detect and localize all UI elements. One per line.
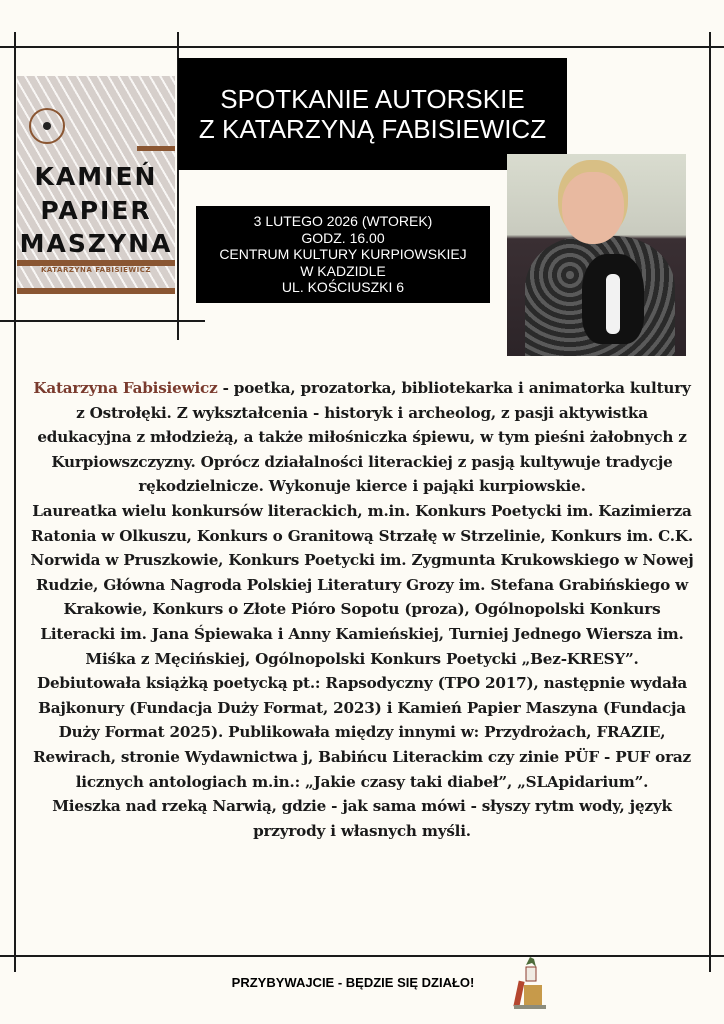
frame-line-right xyxy=(709,32,711,972)
event-venue: CENTRUM KULTURY KURPIOWSKIEJ xyxy=(219,246,467,263)
cover-title-2: PAPIER xyxy=(40,196,152,225)
event-date: 3 LUTEGO 2026 (WTOREK) xyxy=(253,213,433,230)
cover-title-3: MASZYNA xyxy=(19,229,173,258)
frame-line-inner-horizontal xyxy=(0,320,205,322)
cover-author: KATARZYNA FABISIEWICZ xyxy=(41,266,151,274)
frame-line-bottom xyxy=(0,955,724,957)
event-details xyxy=(196,206,490,303)
author-bio xyxy=(30,376,694,843)
frame-line-top xyxy=(0,46,724,48)
author-name: Katarzyna Fabisiewicz xyxy=(33,379,218,397)
cover-title-1: KAMIEŃ xyxy=(34,162,158,191)
event-address: UL. KOŚCIUSZKI 6 xyxy=(281,279,405,296)
bio-intro: - poetka, prozatorka, bibliotekarka i animatorka kultury z Ostrołęki. Z wykształcenia - historyk i archeolog, z pasji aktywistka edukacyjna z młodzieżą, a także miłośniczka śpiewu, w tym pieśni żałobnych z Kurpiowszczyzny. Oprócz działalności literackiej z pasją kultywuje tradycje rękodzielnicze. Wykonuje kierce i pająki kurpiowskie. xyxy=(37,379,691,496)
bio-paragraph-4: Mieszka nad rzeką Narwią, gdzie - jak sama mówi - słyszy rytm wody, język przyrody i własnych myśli. xyxy=(52,797,672,840)
bio-paragraph-2: Laureatka wielu konkursów literackich, m.in. Konkurs Poetycki im. Kazimierza Ratonia w Olkuszu, Konkurs o Granitową Strzałę w Strzelinie, Konkurs im. C.K. Norwida w Pruszkowie, Konkurs Poetycki im. Zygmunta Krukowskiego w Nowej Rudzie, Główna Nagroda Polskiej Literatury Grozy im. Stefana Grabińskiego w Krakowie, Konkurs o Złote Pióro Sopotu (proza), Ogólnopolski Konkurs Literacki im. Jana Śpiewaka i Anny Kamieńskiej, Turniej Jednego Wiersza im. Miśka z Męcińskiej, Ogólnopolski Konkurs Poetycki „Bez-KRESY”. xyxy=(30,501,694,668)
footer-text: PRZYBYWAJCIE - BĘDZIE SIĘ DZIAŁO! xyxy=(231,975,475,990)
wheel-icon xyxy=(29,108,65,144)
title-line-2: Z KATARZYNĄ FABISIEWICZ xyxy=(198,114,547,144)
frame-line-left xyxy=(14,32,16,972)
books-plant-icon xyxy=(510,955,552,1011)
footer-callout xyxy=(0,975,724,990)
event-time: GODZ. 16.00 xyxy=(301,229,385,246)
event-town: W KADZIDLE xyxy=(300,262,386,279)
book-cover-image xyxy=(17,76,175,294)
title-line-1: SPOTKANIE AUTORSKIE xyxy=(220,84,525,114)
bio-paragraph-1 xyxy=(30,376,694,499)
bio-paragraph-3: Debiutowała książką poetycką pt.: Rapsodyczny (TPO 2017), następnie wydała Bajkonury (Fundacja Duży Format, 2023) i Kamień Papier Maszyna (Fundacja Duży Format 2025). Publikowała między innymi w: Przydrożach, FRAZIE, Rewirach, stronie Wydawnictwa j, Babińcu Literackim czy zinie PÜF - PUF oraz licznych antologiach m.in.: „Jakie czasy taki diabeł”, „SLApidarium”. xyxy=(33,674,691,791)
author-photo xyxy=(507,154,686,356)
